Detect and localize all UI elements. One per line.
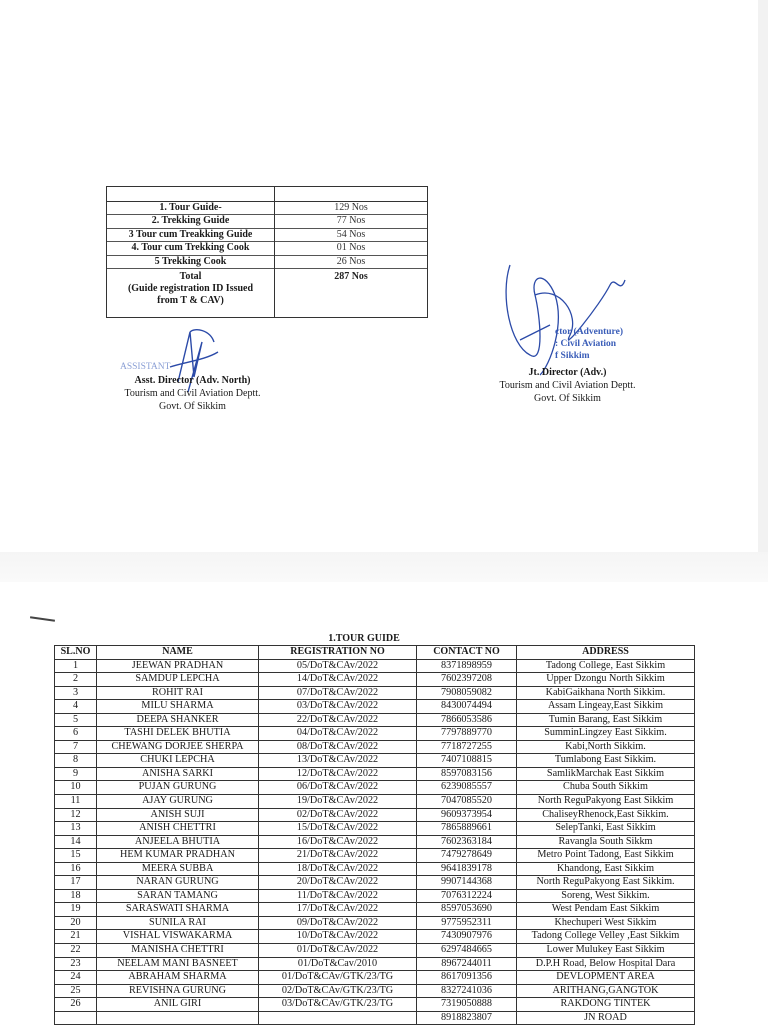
cell-name: CHUKI LEPCHA — [97, 754, 259, 768]
cell-contact: 7319050888 — [417, 998, 517, 1012]
cell-registration: 16/DoT&CAv/2022 — [259, 835, 417, 849]
cell-address: SelepTanki, East Sikkim — [517, 822, 695, 836]
cell-name: MILU SHARMA — [97, 700, 259, 714]
cell-contact: 7047085520 — [417, 795, 517, 809]
cell-address: SamlikMarchak East Sikkim — [517, 767, 695, 781]
cell-registration: 05/DoT&CAv/2022 — [259, 659, 417, 673]
summary-row-label: 4. Tour cum Trekking Cook — [107, 242, 274, 255]
summary-row-count: 01 Nos — [275, 242, 427, 255]
table-row — [55, 727, 695, 741]
cell-slno: 26 — [55, 998, 97, 1012]
cell-contact: 7407108815 — [417, 754, 517, 768]
cell-name: ANISH SUJI — [97, 808, 259, 822]
cell-registration: 13/DoT&CAv/2022 — [259, 754, 417, 768]
right-signatory-title: Jt. Director (Adv.) — [528, 367, 607, 378]
table-row — [55, 944, 695, 958]
cell-registration: 18/DoT&CAv/2022 — [259, 862, 417, 876]
cell-contact: 8430074494 — [417, 700, 517, 714]
cell-registration: 04/DoT&CAv/2022 — [259, 727, 417, 741]
table-row — [55, 808, 695, 822]
cell-address: Tadong College Velley ,East Sikkim — [517, 930, 695, 944]
left-signature-block — [100, 374, 285, 413]
cell-address: Kabi,North Sikkim. — [517, 740, 695, 754]
cell-contact: 7479278649 — [417, 849, 517, 863]
cell-address: Tadong College, East Sikkim — [517, 659, 695, 673]
summary-count-column — [275, 187, 427, 317]
cell-contact: 8597083156 — [417, 767, 517, 781]
cell-contact: 9775952311 — [417, 916, 517, 930]
cell-slno: 11 — [55, 795, 97, 809]
cell-slno: 23 — [55, 957, 97, 971]
right-signature-block — [480, 366, 655, 405]
left-signatory-title: Asst. Director (Adv. North) — [134, 375, 251, 386]
cell-registration: 01/DoT&CAv/GTK/23/TG — [259, 971, 417, 985]
cell-name: TASHI DELEK BHUTIA — [97, 727, 259, 741]
summary-row-label: 5 Trekking Cook — [107, 256, 274, 269]
summary-label-column — [107, 187, 275, 317]
cell-contact: 7602397208 — [417, 673, 517, 687]
table-row — [55, 754, 695, 768]
cell-slno: 20 — [55, 916, 97, 930]
header-registration: REGISTRATION NO — [259, 646, 417, 660]
cell-slno: 25 — [55, 984, 97, 998]
cell-slno: 19 — [55, 903, 97, 917]
cell-address: Ravangla South Sikkm — [517, 835, 695, 849]
cell-contact: 7076312224 — [417, 889, 517, 903]
cell-contact: 7866053586 — [417, 713, 517, 727]
cell-contact: 6297484665 — [417, 944, 517, 958]
cell-contact: 8327241036 — [417, 984, 517, 998]
cell-registration — [259, 1011, 417, 1025]
cell-contact: 9641839178 — [417, 862, 517, 876]
cell-name: ROHIT RAI — [97, 686, 259, 700]
cell-registration: 10/DoT&CAv/2022 — [259, 930, 417, 944]
summary-row-count: 54 Nos — [275, 229, 427, 242]
cell-name: ANISH CHETTRI — [97, 822, 259, 836]
cell-slno: 4 — [55, 700, 97, 714]
cell-registration: 15/DoT&CAv/2022 — [259, 822, 417, 836]
cell-slno — [55, 1011, 97, 1025]
header-address: ADDRESS — [517, 646, 695, 660]
left-signatory-dept: Tourism and Civil Aviation Deptt. — [124, 388, 261, 399]
cell-registration: 22/DoT&CAv/2022 — [259, 713, 417, 727]
cell-name: REVISHNA GURUNG — [97, 984, 259, 998]
cell-contact: 7908059082 — [417, 686, 517, 700]
cell-registration: 19/DoT&CAv/2022 — [259, 795, 417, 809]
cell-name: PUJAN GURUNG — [97, 781, 259, 795]
cell-name: ANIL GIRI — [97, 998, 259, 1012]
cell-address: SumminLingzey East Sikkim. — [517, 727, 695, 741]
cell-registration: 17/DoT&CAv/2022 — [259, 903, 417, 917]
table-row — [55, 930, 695, 944]
table-row — [55, 862, 695, 876]
cell-address: West Pendam East Sikkim — [517, 903, 695, 917]
table-row — [55, 700, 695, 714]
table-row — [55, 849, 695, 863]
summary-row-count: 77 Nos — [275, 215, 427, 228]
cell-slno: 1 — [55, 659, 97, 673]
page-separator — [0, 552, 768, 582]
cell-slno: 15 — [55, 849, 97, 863]
summary-row-count: 129 Nos — [275, 202, 427, 215]
cell-slno: 2 — [55, 673, 97, 687]
table-row — [55, 984, 695, 998]
cell-contact: 9609373954 — [417, 808, 517, 822]
summary-row-label: 2. Trekking Guide — [107, 215, 274, 228]
cell-slno: 9 — [55, 767, 97, 781]
cell-address: Metro Point Tadong, East Sikkim — [517, 849, 695, 863]
table-row — [55, 686, 695, 700]
summary-row-count: 26 Nos — [275, 256, 427, 269]
cell-contact: 7602363184 — [417, 835, 517, 849]
cell-name: AJAY GURUNG — [97, 795, 259, 809]
summary-row-label: 3 Tour cum Treakking Guide — [107, 229, 274, 242]
page-edge — [758, 0, 768, 552]
cell-address: Assam Lingeay,East Sikkim — [517, 700, 695, 714]
table-row — [55, 835, 695, 849]
cell-address: JN ROAD — [517, 1011, 695, 1025]
cell-address: D.P.H Road, Below Hospital Dara — [517, 957, 695, 971]
cell-registration: 21/DoT&CAv/2022 — [259, 849, 417, 863]
cell-address: Khandong, East Sikkim — [517, 862, 695, 876]
cell-registration: 02/DoT&CAv/2022 — [259, 808, 417, 822]
cell-name: SARASWATI SHARMA — [97, 903, 259, 917]
table-row — [55, 889, 695, 903]
table-row — [55, 740, 695, 754]
table-row — [55, 971, 695, 985]
cell-name: SAMDUP LEPCHA — [97, 673, 259, 687]
cell-contact: 8918823807 — [417, 1011, 517, 1025]
header-slno: SL.NO — [55, 646, 97, 660]
cell-address: Tumin Barang, East Sikkim — [517, 713, 695, 727]
cell-name: NEELAM MANI BASNEET — [97, 957, 259, 971]
cell-contact: 8597053690 — [417, 903, 517, 917]
header-contact: CONTACT NO — [417, 646, 517, 660]
cell-registration: 01/DoT&CAv/2022 — [259, 944, 417, 958]
table-row — [55, 903, 695, 917]
cell-name: ABRAHAM SHARMA — [97, 971, 259, 985]
cell-name — [97, 1011, 259, 1025]
summary-table — [106, 186, 428, 318]
cell-address: North ReguPakyong East Sikkim — [517, 795, 695, 809]
cell-address: Lower Mulukey East Sikkim — [517, 944, 695, 958]
table-row — [55, 998, 695, 1012]
table-row — [55, 957, 695, 971]
cell-registration: 14/DoT&CAv/2022 — [259, 673, 417, 687]
tour-guide-title: 1.TOUR GUIDE — [328, 633, 400, 644]
cell-address: ChaliseyRhenock,East Sikkim. — [517, 808, 695, 822]
cell-name: SARAN TAMANG — [97, 889, 259, 903]
pen-mark — [30, 616, 55, 621]
table-row — [55, 781, 695, 795]
cell-registration: 03/DoT&CAv/GTK/23/TG — [259, 998, 417, 1012]
cell-address: DEVLOPMENT AREA — [517, 971, 695, 985]
cell-slno: 16 — [55, 862, 97, 876]
cell-registration: 11/DoT&CAv/2022 — [259, 889, 417, 903]
cell-contact: 7797889770 — [417, 727, 517, 741]
cell-registration: 08/DoT&CAv/2022 — [259, 740, 417, 754]
cell-contact: 9907144368 — [417, 876, 517, 890]
cell-name: ANISHA SARKI — [97, 767, 259, 781]
cell-registration: 02/DoT&CAv/GTK/23/TG — [259, 984, 417, 998]
table-row — [55, 916, 695, 930]
cell-address: Tumlabong East Sikkim. — [517, 754, 695, 768]
cell-registration: 03/DoT&CAv/2022 — [259, 700, 417, 714]
table-header-row — [55, 646, 695, 660]
cell-registration: 09/DoT&CAv/2022 — [259, 916, 417, 930]
cell-contact: 7430907976 — [417, 930, 517, 944]
cell-address: North ReguPakyong East Sikkim. — [517, 876, 695, 890]
cell-slno: 18 — [55, 889, 97, 903]
cell-slno: 6 — [55, 727, 97, 741]
cell-slno: 8 — [55, 754, 97, 768]
cell-slno: 14 — [55, 835, 97, 849]
tour-guide-rows — [55, 659, 695, 1025]
cell-name: MANISHA CHETTRI — [97, 944, 259, 958]
table-row — [55, 822, 695, 836]
table-row — [55, 876, 695, 890]
cell-address: Chuba South Sikkim — [517, 781, 695, 795]
cell-name: DEEPA SHANKER — [97, 713, 259, 727]
table-row — [55, 713, 695, 727]
summary-row-label: 1. Tour Guide- — [107, 202, 274, 215]
cell-registration: 07/DoT&CAv/2022 — [259, 686, 417, 700]
cell-registration: 12/DoT&CAv/2022 — [259, 767, 417, 781]
cell-slno: 5 — [55, 713, 97, 727]
cell-name: NARAN GURUNG — [97, 876, 259, 890]
cell-address: KabiGaikhana North Sikkim. — [517, 686, 695, 700]
cell-name: CHEWANG DORJEE SHERPA — [97, 740, 259, 754]
cell-registration: 01/DoT&Cav/2010 — [259, 957, 417, 971]
cell-slno: 21 — [55, 930, 97, 944]
cell-address: RAKDONG TINTEK — [517, 998, 695, 1012]
right-signatory-dept: Tourism and Civil Aviation Deptt. — [499, 380, 636, 391]
summary-total-label: Total (Guide registration ID Issued from T & CAV) — [127, 270, 254, 306]
cell-name: JEEWAN PRADHAN — [97, 659, 259, 673]
cell-name: HEM KUMAR PRADHAN — [97, 849, 259, 863]
table-row — [55, 1011, 695, 1025]
cell-name: VISHAL VISWAKARMA — [97, 930, 259, 944]
cell-contact: 6239085557 — [417, 781, 517, 795]
cell-registration: 20/DoT&CAv/2022 — [259, 876, 417, 890]
cell-slno: 22 — [55, 944, 97, 958]
cell-slno: 24 — [55, 971, 97, 985]
tour-guide-table — [54, 645, 695, 1025]
header-name: NAME — [97, 646, 259, 660]
table-row — [55, 767, 695, 781]
left-stamp: ASSISTANT — [120, 362, 171, 372]
cell-slno: 3 — [55, 686, 97, 700]
cell-contact: 7718727255 — [417, 740, 517, 754]
cell-address: Soreng, West Sikkim. — [517, 889, 695, 903]
cell-address: ARITHANG,GANGTOK — [517, 984, 695, 998]
cell-address: Upper Dzongu North Sikkim — [517, 673, 695, 687]
cell-name: MEERA SUBBA — [97, 862, 259, 876]
right-stamp: ctor (Adventure) : Civil Aviation f Sikkim — [555, 327, 623, 361]
cell-slno: 7 — [55, 740, 97, 754]
cell-contact: 8967244011 — [417, 957, 517, 971]
table-row — [55, 659, 695, 673]
cell-registration: 06/DoT&CAv/2022 — [259, 781, 417, 795]
table-row — [55, 673, 695, 687]
cell-slno: 10 — [55, 781, 97, 795]
summary-total-count: 287 Nos — [334, 270, 368, 282]
cell-slno: 13 — [55, 822, 97, 836]
left-signatory-govt: Govt. Of Sikkim — [159, 401, 226, 412]
table-row — [55, 795, 695, 809]
cell-name: ANJEELA BHUTIA — [97, 835, 259, 849]
right-signatory-govt: Govt. Of Sikkim — [534, 393, 601, 404]
cell-contact: 7865889661 — [417, 822, 517, 836]
cell-contact: 8617091356 — [417, 971, 517, 985]
cell-contact: 8371898959 — [417, 659, 517, 673]
cell-slno: 12 — [55, 808, 97, 822]
cell-slno: 17 — [55, 876, 97, 890]
cell-address: Khechuperi West Sikkim — [517, 916, 695, 930]
cell-name: SUNILA RAI — [97, 916, 259, 930]
